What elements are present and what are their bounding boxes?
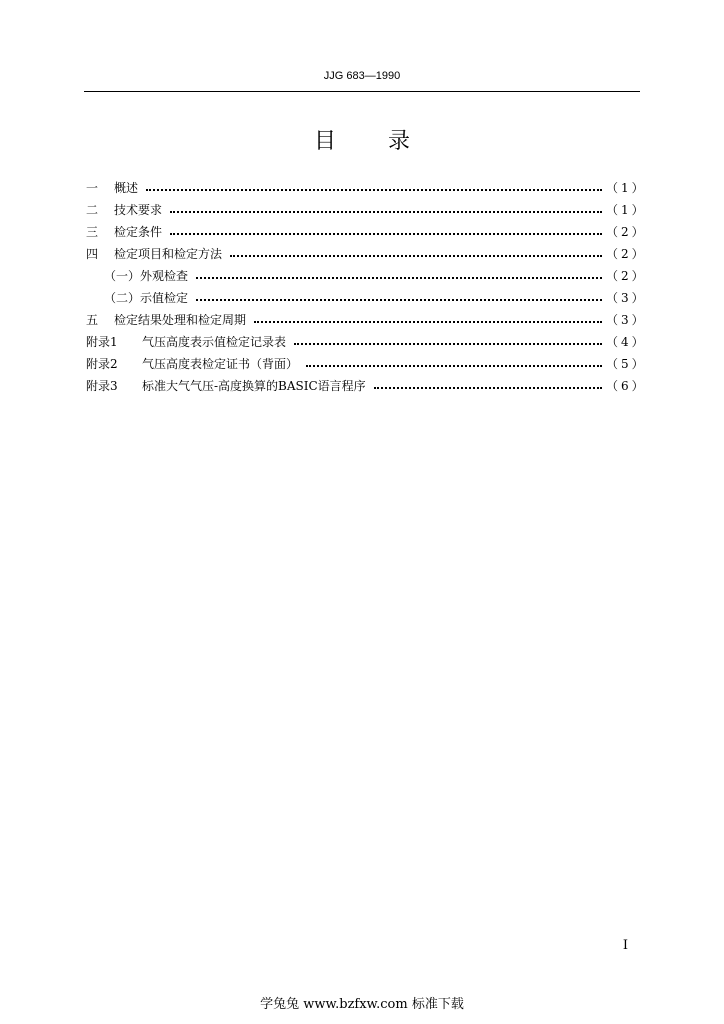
toc-dot-leader [374,385,602,389]
toc-entry-number: 一 [86,180,99,195]
toc-entry-label: 技术要求 [114,202,163,217]
toc-dot-leader [170,231,602,235]
toc-entry-page: （2） [606,246,647,261]
toc-entry-page: （5） [606,356,647,371]
toc-dot-leader [196,275,602,279]
toc-entry-page: （6） [606,378,647,393]
toc-entry-number: 二 [86,202,99,217]
table-of-contents [86,176,647,396]
toc-entry-page: （3） [606,290,647,305]
page-title: 目录 [313,129,462,154]
toc-entry[interactable] [86,264,647,286]
watermark-footer: 学兔兔 www.bzfxw.com 标准下载 [260,997,464,1012]
toc-entry[interactable] [86,220,647,242]
toc-entry-page: （2） [606,268,647,283]
toc-dot-leader [230,253,602,257]
toc-entry-label: 检定条件 [114,224,163,239]
toc-entry-label: 气压高度表检定证书（背面） [142,356,299,371]
toc-dot-leader [294,341,602,345]
toc-entry-number: 五 [86,312,99,327]
toc-dot-leader [196,297,602,301]
toc-entry-number: 三 [86,224,99,239]
toc-entry-label: 标准大气气压-高度换算的BASIC语言程序 [142,378,366,393]
toc-entry-label: 概述 [114,180,139,195]
toc-dot-leader [146,187,602,191]
toc-entry-label: 气压高度表示值检定记录表 [142,334,287,349]
document-code-header: JJG 683—1990 [323,70,401,82]
toc-dot-leader [306,363,602,367]
toc-entry-page: （4） [606,334,647,349]
toc-entry[interactable] [86,352,647,374]
toc-entry-page: （2） [606,224,647,239]
toc-entry[interactable] [86,176,647,198]
toc-entry[interactable] [86,308,647,330]
toc-entry-label: 检定结果处理和检定周期 [114,312,247,327]
toc-entry-number: 附录1 [86,334,118,349]
toc-entry[interactable] [86,330,647,352]
toc-entry-number: 四 [86,246,99,261]
toc-entry[interactable] [86,242,647,264]
toc-entry[interactable] [86,286,647,308]
toc-dot-leader [254,319,602,323]
toc-entry-page: （3） [606,312,647,327]
header-rule [84,91,640,92]
toc-entry-number: 附录3 [86,378,118,393]
toc-entry[interactable] [86,374,647,396]
page-folio: I [622,938,628,953]
toc-entry-page: （1） [606,202,647,217]
toc-entry[interactable] [86,198,647,220]
toc-entry-page: （1） [606,180,647,195]
toc-entry-number: 附录2 [86,356,118,371]
toc-entry-label: 检定项目和检定方法 [114,246,223,261]
toc-entry-label: （一）外观检查 [104,268,189,283]
toc-dot-leader [170,209,602,213]
toc-entry-label: （二）示值检定 [104,290,189,305]
